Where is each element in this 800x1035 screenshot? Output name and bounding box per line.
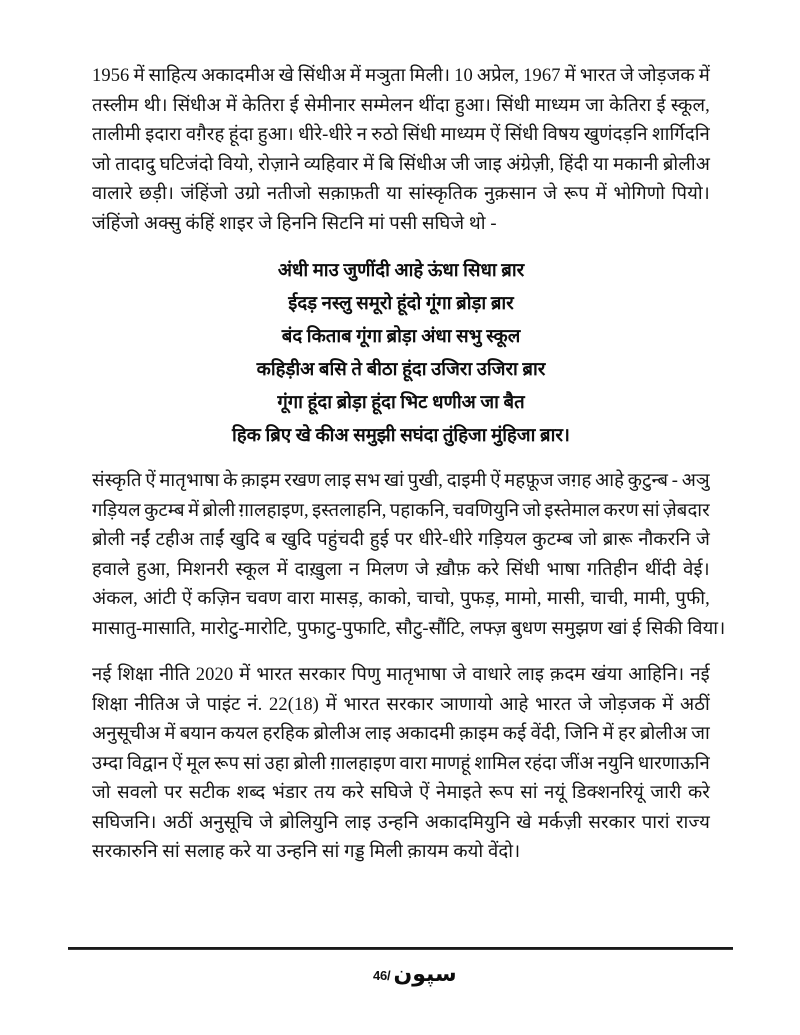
text-line: अंकल, आंटी ऐं कज़िन चवण वारा मासड़, काको, चाचो, पुफड़, मामो, मासी, चाची, मामी, पुफी, — [92, 589, 710, 609]
text-line: उम्दा विद्वान ऐं मूल रूप सां उहा ब्रोली ग़ालहाइण वारा माणहूं शामिल रहंदा जींअ नयुनि धारणाऊनि — [92, 753, 710, 774]
text-line: तालीमी इदारा वग़ैरह हूंदा हुआ। धीरे-धीरे न रुठो सिंधी माध्यम ऐं सिंधी विषय खुणंदड़नि शार्गिदनि — [92, 125, 710, 145]
text-line: ब्रोली नईं टहीअ ताईं खुदि ब खुदि पहुंचदी हुई पर धीरे-धीरे गड़ियल कुटम्ब जो ब्रारू नौकरनि जे — [92, 530, 710, 550]
poem-verse: कहिड़ीअ बसि ते बीठा हूंदा उजिरा उजिरा ब्रार — [256, 360, 546, 380]
text-line: तस्लीम थी। सिंधीअ में केतिरा ई सेमीनार सम्मेलन थींदा हुआ। सिंधी माध्यम जा केतिरा ई स्कूल, — [92, 95, 710, 116]
poem-block — [92, 255, 710, 453]
text-line: अनुसूचीअ में बयान कयल हरहिक ब्रोलीअ लाइ अकादमी क़ाइम कई वेंदी, जिनि में हर ब्रोलीअ जा — [92, 724, 710, 744]
text-line: जो तादादु घटिजंदो वियो, रोज़ाने व्यहिवार में बि सिंधीअ जी जाइ अंग्रेज़ी, हिंदी या मकानी ब्रोलीअ — [92, 154, 710, 175]
text-line: संस्कृति ऐं मातृभाषा के क़ाइम रखण लाइ सभ खां पुखी, दाइमी ऐं महफ़ूज जग़ह आहे कुटुन्ब - अञु — [92, 471, 710, 491]
footer-book-title: سپون — [393, 962, 457, 987]
text-line: 1956 में साहित्य अकादमीअ खे सिंधीअ में मञुता मिली। 10 अप्रेल, 1967 में भारत जे जोड़जक में — [92, 66, 710, 86]
footer-divider — [68, 947, 733, 950]
text-line: सरकारुनि सां सलाह करे या उन्हनि सां गड्ड मिली क़ायम कयो वेंदो। — [92, 842, 521, 862]
text-line: नई शिक्षा नीति 2020 में भारत सरकार पिणु मातृभाषा जे वाधारे लाइ क़दम खंया आहिनि। नई — [92, 665, 710, 685]
paragraph-2 — [92, 467, 726, 644]
poem-verse: गूंगा हूंदा ब्रोड़ा हूंदा भिट धणीअ जा बैत — [277, 393, 525, 413]
poem-verse: हिक ब्रिए खे कीअ समुझी सघंदा तुंहिजा मुंहिजा ब्रार। — [232, 426, 570, 446]
text-line: गड़ियल कुटम्ब में ब्रोली ग़ालहाइण, इस्तलाहनि, पहाकनि, चवणियुनि जो इस्तेमाल करण सां ज़ेबदार — [92, 500, 710, 521]
text-line: वालारे छड़ी। जंहिंजो उग्रो नतीजो सक़ाफ़ती या सांस्कृतिक नुक़सान जे रूप में भोगिणो पियो। — [92, 184, 710, 204]
text-line: मासातु-मासाति, मारोटु-मारोटि, पुफाटु-पुफाटि, सौटु-सौंटि, लफ्ज़ बुधण समुझण खां ई सिकी विया। — [92, 618, 726, 639]
text-line: शिक्षा नीतिअ जे पाइंट नं. 22(18) में भारत सरकार ञाणायो आहे भारत जे जोड़जक में अठीं — [92, 694, 710, 715]
poem-verse: बंद किताब गूंगा ब्रोड़ा अंधा सभु स्कूल — [281, 327, 521, 347]
text-column — [92, 62, 726, 868]
page-footer — [68, 955, 733, 995]
paragraph-1 — [92, 62, 710, 239]
text-line: हवाले हुआ, मिशनरी स्कूल में दाख़ुला न मिलण जे ख़ौफ़ करे सिंधी भाषा गतिहीन थींदी वेई। — [92, 559, 710, 580]
page-number: 46/ — [373, 967, 391, 983]
poem-verse: ईदड़ नस्लु समूरो हूंदो गूंगा ब्रोड़ा ब्रार — [288, 294, 514, 314]
text-line: जंहिंजो अक्सु कंहिं शाइर जे हिननि सिटनि मां पसी सघिजे थो - — [92, 213, 497, 234]
text-line: सघिजनि। अठीं अनुसूचि जे ब्रोलियुनि लाइ उन्हनि अकादमियुनि खे मर्कज़ी सरकार पारां राज्य — [92, 812, 710, 833]
poem-verse: अंधी माउ जुणींदी आहे ऊंधा सिधा ब्रार — [277, 261, 525, 281]
paragraph-3 — [92, 661, 710, 868]
text-line: जो सवलो पर सटीक शब्द भंडार तय करे सघिजे ऐं नेमाइते रूप सां नयूं डिक्शनरियूं जारी करे — [92, 783, 710, 803]
